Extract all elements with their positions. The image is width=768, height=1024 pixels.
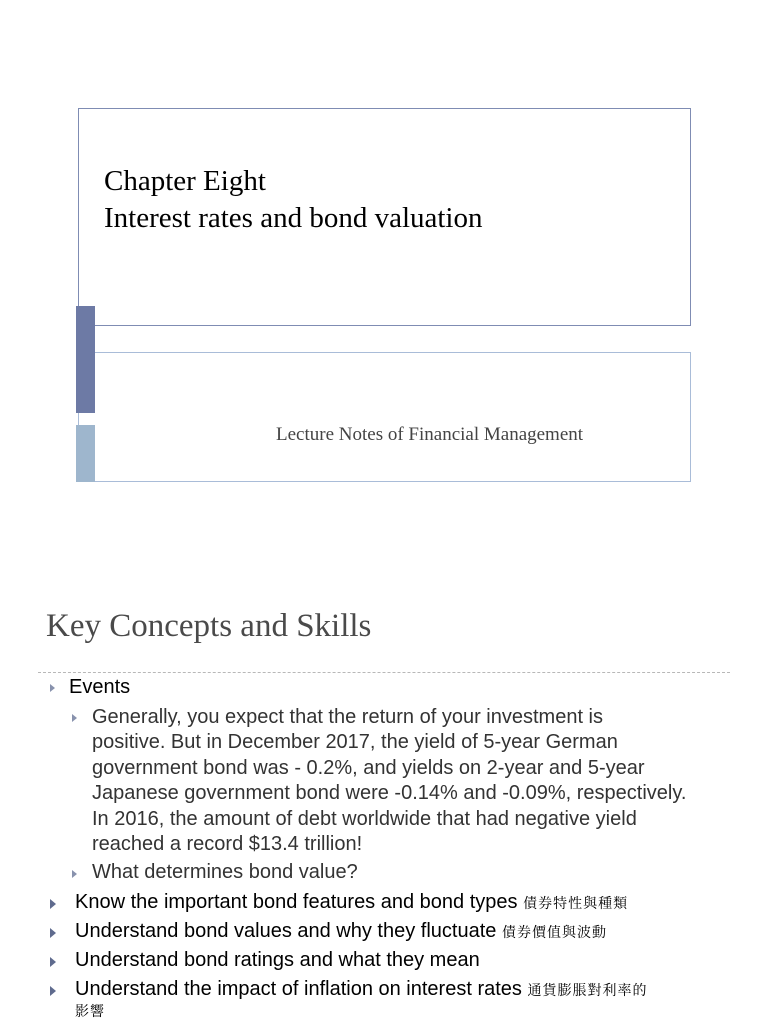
sub-bullet-triangle-icon	[72, 714, 77, 722]
bullet-item-text: Understand bond ratings and what they mean	[75, 949, 480, 971]
events-sub-question: What determines bond value?	[92, 861, 358, 883]
bullet-item-text: Understand bond values and why they fluctuate	[75, 920, 497, 942]
bullet-item-text: Understand the impact of inflation on interest rates	[75, 978, 522, 1000]
accent-bar-light	[76, 425, 95, 482]
bullet-triangle-icon	[50, 684, 55, 692]
sub-bullet-triangle-icon	[72, 870, 77, 878]
events-paragraph-line: Generally, you expect that the return of your investment is	[92, 706, 603, 728]
events-label: Events	[69, 676, 131, 698]
bullet-triangle-icon	[50, 957, 56, 967]
slide-title-line-2: Interest rates and bond valuation	[104, 202, 483, 234]
bullet-triangle-icon	[50, 928, 56, 938]
bullet-item-cjk-wrap: 影響	[75, 1004, 105, 1020]
subtitle-placeholder-box	[78, 352, 691, 482]
events-paragraph	[92, 705, 722, 857]
bullet-triangle-icon	[50, 986, 56, 996]
bullet-item-cjk: 債券特性與種類	[523, 896, 629, 912]
accent-bar-dark	[76, 306, 95, 413]
events-paragraph-line: government bond was - 0.2%, and yields on 2-year and 5-year	[92, 756, 645, 779]
bullet-triangle-icon	[50, 899, 56, 909]
events-paragraph-line: positive. But in December 2017, the yield of 5-year German	[92, 731, 618, 754]
bullet-item	[75, 949, 480, 972]
events-paragraph-line: In 2016, the amount of debt worldwide that had negative yield	[92, 807, 637, 830]
bullet-item	[75, 891, 628, 914]
events-paragraph-line: Japanese government bond were -0.14% and -0.09%, respectively.	[92, 782, 687, 805]
bullet-item-text: Know the important bond features and bond types	[75, 891, 518, 913]
slide-heading: Key Concepts and Skills	[46, 608, 372, 644]
bullet-item-cjk: 債券價值與波動	[501, 925, 607, 941]
slide-subtitle: Lecture Notes of Financial Management	[276, 424, 584, 445]
slide-title-line-1: Chapter Eight	[104, 165, 266, 197]
bullet-item-cjk: 通貨膨脹對利率的	[527, 983, 648, 999]
events-paragraph-line: reached a record $13.4 trillion!	[92, 833, 363, 856]
bullet-item	[75, 920, 607, 943]
bullet-item	[75, 978, 647, 1001]
heading-divider	[38, 672, 730, 673]
